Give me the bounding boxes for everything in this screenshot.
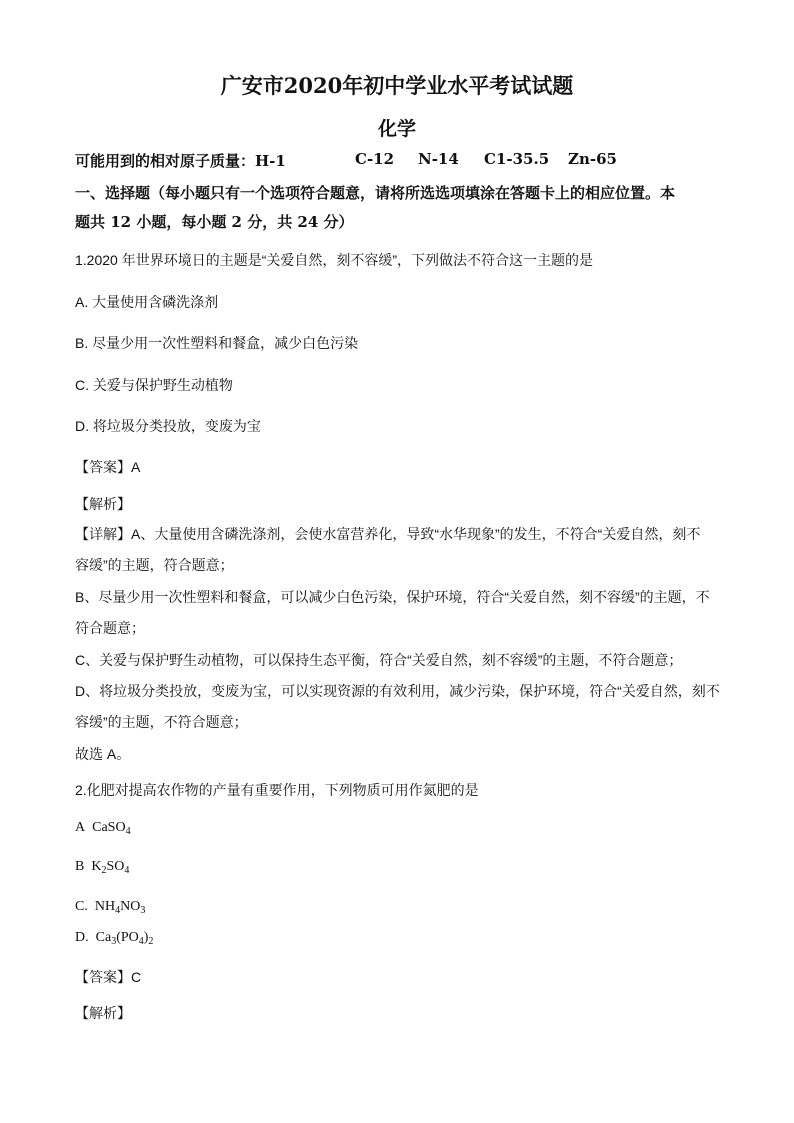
question-2-option-d xyxy=(75,930,153,946)
answer-label: 【答案】 xyxy=(75,969,131,985)
detail-line: 故选 A。 xyxy=(75,746,131,762)
page-title: 广安市2020年初中学业水平考试试题 xyxy=(220,73,574,98)
atomic-mass-item: N-14 xyxy=(418,150,459,168)
formula-part: NH xyxy=(94,899,116,914)
section-heading: 一、选择题（每小题只有一个选项符合题意，请将所选选项填涂在答题卡上的相应位置。本 xyxy=(75,184,676,202)
analysis-label: 【解析】 xyxy=(75,1005,131,1021)
question-1-option-c: C. 关爱与保护野生动植物 xyxy=(75,377,233,393)
formula-part: NO xyxy=(120,899,141,914)
option-letter: B xyxy=(75,859,85,874)
formula-part: CaSO xyxy=(92,820,126,835)
question-1-option-b: B. 尽量少用一次性塑料和餐盒，减少白色污染 xyxy=(75,335,359,351)
formula-part: Ca xyxy=(95,930,112,945)
answer-value: C xyxy=(131,969,142,985)
detail-line: 符合题意； xyxy=(75,620,145,636)
formula-subscript: 3 xyxy=(111,936,117,947)
formula-part: (PO xyxy=(116,930,139,945)
detail-line: D、将垃圾分类投放，变废为宝，可以实现资源的有效利用，减少污染，保护环境，符合“关爱自然，刻不 xyxy=(75,683,720,699)
question-2-stem: 2.化肥对提高农作物的产量有重要作用，下列物质可用作氮肥的是 xyxy=(75,782,479,798)
formula-subscript: 2 xyxy=(101,865,107,876)
answer-value: A xyxy=(131,459,141,475)
question-2-option-c xyxy=(75,899,145,915)
answer-row xyxy=(75,457,140,477)
question-2-option-b xyxy=(75,859,129,875)
formula-subscript: 4 xyxy=(138,936,144,947)
analysis-label: 【解析】 xyxy=(75,496,131,512)
formula-subscript: 4 xyxy=(125,826,131,837)
formula-part: ) xyxy=(143,930,149,945)
formula-subscript: 4 xyxy=(115,905,121,916)
question-1-option-a: A. 大量使用含磷洗涤剂 xyxy=(75,294,219,310)
atomic-mass-item: Zn-65 xyxy=(568,150,617,168)
formula-subscript: 2 xyxy=(148,936,154,947)
option-letter: D. xyxy=(75,930,89,945)
subject-title: 化学 xyxy=(377,118,416,140)
answer-label: 【答案】 xyxy=(75,459,131,475)
formula-subscript: 3 xyxy=(140,905,146,916)
question-1-option-d: D. 将垃圾分类投放，变废为宝 xyxy=(75,418,261,434)
atomic-mass-item: C-12 xyxy=(355,150,395,168)
formula-subscript: 4 xyxy=(124,865,130,876)
formula-part: SO xyxy=(106,859,125,874)
question-1-stem: 1.2020 年世界环境日的主题是“关爱自然，刻不容缓”，下列做法不符合这一主题的是 xyxy=(75,252,594,268)
atomic-mass-item: C1-35.5 xyxy=(484,150,550,168)
detail-line: 【详解】A、大量使用含磷洗涤剂，会使水富营养化，导致“水华现象”的发生，不符合“关爱自然，刻不 xyxy=(75,526,701,542)
formula-part: K xyxy=(91,859,102,874)
option-letter: A xyxy=(75,820,86,835)
detail-line: B、尽量少用一次性塑料和餐盒，可以减少白色污染，保护环境，符合“关爱自然，刻不容缓”的主题，不 xyxy=(75,589,710,605)
atomic-mass-label: 可能用到的相对原子质量：H-1 xyxy=(75,152,286,170)
answer-row xyxy=(75,967,141,987)
question-2-option-a xyxy=(75,820,131,836)
section-heading-cont: 题共 12 小题，每小题 2 分，共 24 分） xyxy=(75,213,354,231)
option-letter: C. xyxy=(75,899,88,914)
detail-line: 容缓”的主题，符合题意； xyxy=(75,557,234,573)
detail-line: C、关爱与保护野生动植物，可以保持生态平衡，符合“关爱自然，刻不容缓”的主题，不符合题意； xyxy=(75,652,683,668)
detail-line: 容缓”的主题，不符合题意； xyxy=(75,714,248,730)
